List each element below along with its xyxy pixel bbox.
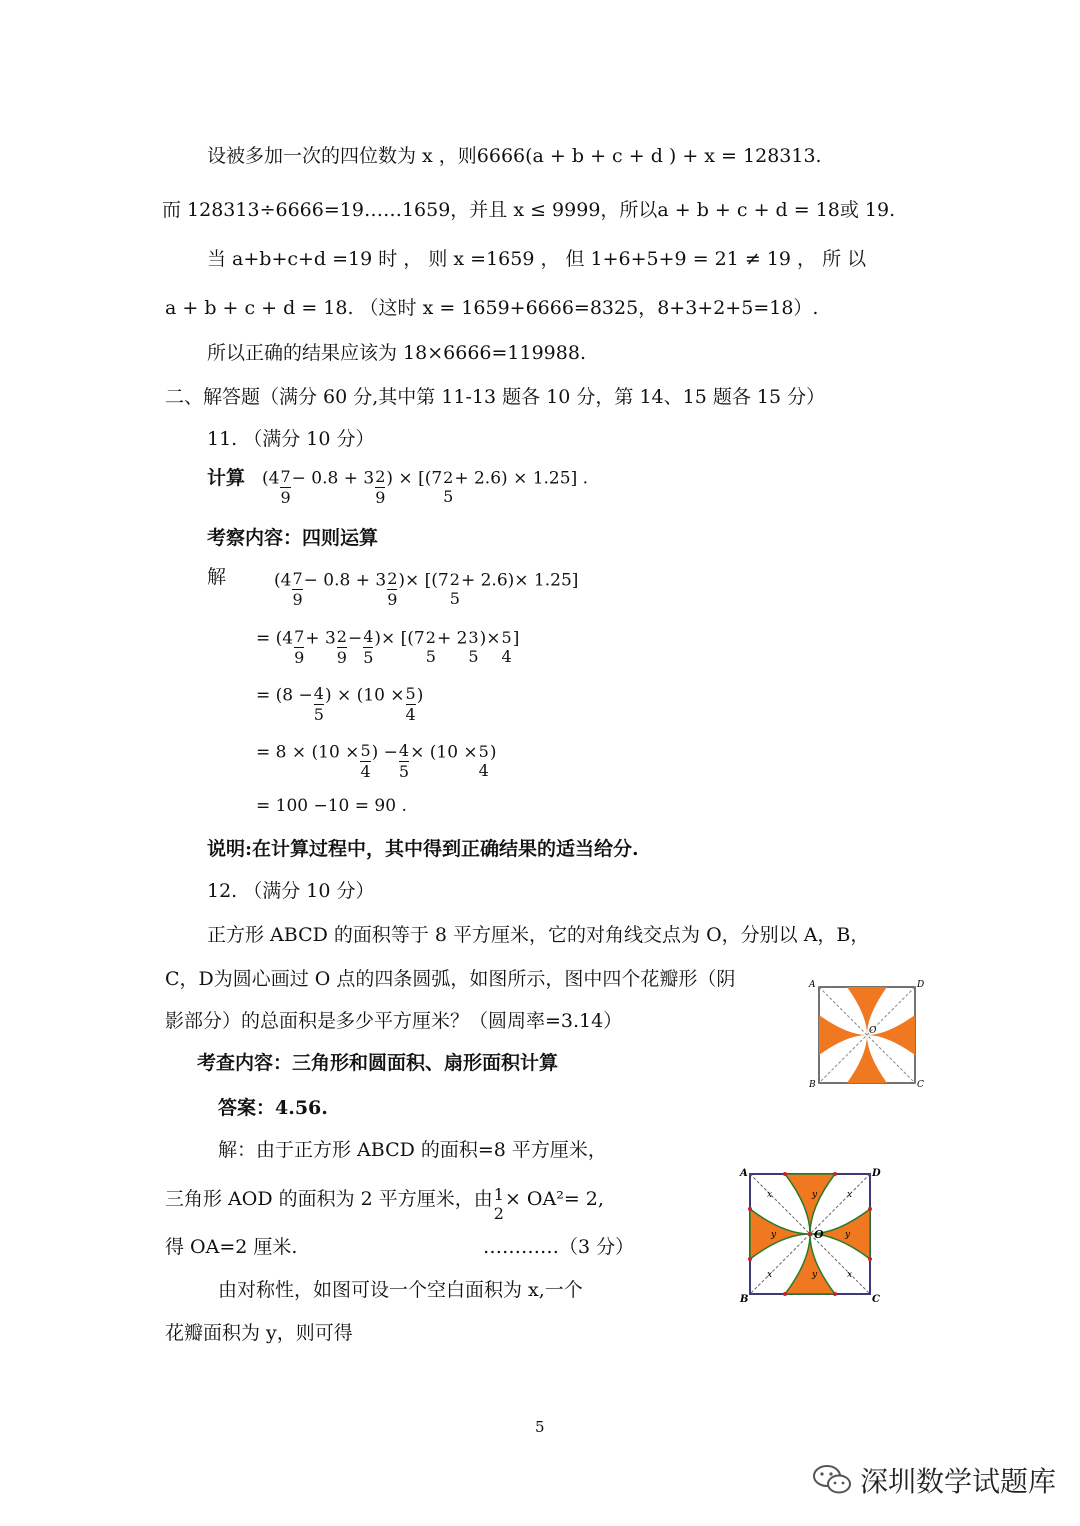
fig1-label-C: C bbox=[917, 1080, 924, 1090]
fig2-label-O: O bbox=[814, 1228, 824, 1241]
fig1-label-B: B bbox=[809, 1080, 816, 1090]
fig2-label-y-right: y bbox=[845, 1230, 851, 1240]
fig1-label-D: D bbox=[917, 980, 925, 990]
fig2-label-x-bl: x bbox=[767, 1270, 773, 1280]
step-1: (4 $\frac{7}{9}$ − 0.8 + 3 $\frac{2}{9}$ )× [(7 2 5 + 2.6)× 1.25] bbox=[274, 569, 579, 609]
step-5: = 100 −10 = 90 . bbox=[256, 796, 407, 816]
line-5: 所以正确的结果应该为 18×6666=119988. bbox=[207, 342, 586, 364]
q12-answer: 答案：4.56. bbox=[218, 1097, 328, 1119]
fig1-label-O: O bbox=[869, 1026, 877, 1036]
step-3: = (8 − $\frac{4}{5}$ ) × (10 × $\frac{5}{4}$ ) bbox=[256, 684, 424, 724]
step-2: = (4 $\frac{7}{9}$ + 3 $\frac{2}{9}$ − $\frac{4}{5}$ )× [(7 2 5 + 2 3 5 )× 5 4 ] bbox=[256, 627, 520, 667]
q12-title: 12. （满分 10 分） bbox=[207, 880, 375, 902]
fig2-label-C: C bbox=[872, 1294, 880, 1305]
fig1-label-A: A bbox=[809, 980, 816, 990]
grading-note: 说明:在计算过程中，其中得到正确结果的适当给分. bbox=[207, 838, 639, 860]
page-number: 5 bbox=[535, 1418, 545, 1436]
q12-text-3: 影部分）的总面积是多少平方厘米？（圆周率=3.14） bbox=[165, 1010, 623, 1032]
figure-2-labeled-petals bbox=[735, 1162, 885, 1307]
fig2-label-y-bottom: y bbox=[812, 1270, 818, 1280]
watermark bbox=[812, 1460, 1056, 1500]
section-heading: 二、解答题（满分 60 分,其中第 11-13 题各 10 分，第 14、15 题各 15 分） bbox=[165, 386, 826, 408]
line-3: 当 a+b+c+d =19 时 ， 则 x =1659 ， 但 1+6+5+9 = 21 ≠ 19 ， 所 以 bbox=[207, 248, 867, 270]
step-4: = 8 × (10 × $\frac{5}{4}$ ) − $\frac{4}{5}$ × (10 × 5 4 ) bbox=[256, 741, 497, 781]
wechat-icon bbox=[812, 1463, 854, 1497]
watermark-text: 深圳数学试题库 bbox=[860, 1465, 1057, 1498]
line-1: 设被多加一次的四位数为 x ，则6666(a + b + c + d ) + x = 128313. bbox=[207, 145, 822, 167]
fig2-label-y-left: y bbox=[771, 1230, 777, 1240]
q12-solution-2: 三角形 AOD 的面积为 2 平方厘米，由 1 2 × OA²= 2, bbox=[165, 1185, 604, 1223]
q12-solution-4: 由对称性，如图可设一个空白面积为 x,一个 bbox=[218, 1279, 583, 1301]
solution-label: 解 bbox=[207, 566, 227, 588]
q12-score: …………（3 分） bbox=[483, 1236, 635, 1258]
figure-1-square-petals bbox=[805, 975, 925, 1090]
fig2-label-x-tr: x bbox=[847, 1190, 853, 1200]
q12-solution-3: 得 OA=2 厘米. bbox=[165, 1236, 298, 1258]
q11-title: 11. （满分 10 分） bbox=[207, 428, 375, 450]
q12-topic: 考查内容：三角形和圆面积、扇形面积计算 bbox=[197, 1052, 559, 1074]
q12-text-2: C，D为圆心画过 O 点的四条圆弧，如图所示，图中四个花瓣形（阴 bbox=[165, 968, 736, 990]
fig2-label-B: B bbox=[740, 1294, 749, 1305]
fig2-label-y-top: y bbox=[812, 1190, 818, 1200]
fig2-label-A: A bbox=[740, 1168, 748, 1179]
q11-expression: (4 $\frac{7}{9}$ − 0.8 + 3 $\frac{2}{9}$ ) × [(7 2 5 + 2.6) × 1.25] . bbox=[262, 467, 589, 507]
fig2-label-x-tl: x bbox=[767, 1190, 773, 1200]
q12-solution-1: 解：由于正方形 ABCD 的面积=8 平方厘米， bbox=[218, 1139, 607, 1161]
fig2-label-x-br: x bbox=[847, 1270, 853, 1280]
line-2: 而 128313÷6666=19……1659，并且 x ≤ 9999，所以a + b + c + d = 18或 19. bbox=[162, 199, 896, 221]
q12-solution-5: 花瓣面积为 y，则可得 bbox=[165, 1322, 353, 1344]
line-4: a + b + c + d = 18. （这时 x = 1659+6666=8325，8+3+2+5=18）. bbox=[165, 297, 819, 319]
q12-text-1: 正方形 ABCD 的面积等于 8 平方厘米，它的对角线交点为 O，分别以 A，B， bbox=[207, 924, 870, 946]
calc-label: 计算 bbox=[207, 467, 246, 489]
fig2-label-D: D bbox=[872, 1168, 881, 1179]
q11-topic: 考察内容：四则运算 bbox=[207, 527, 379, 549]
